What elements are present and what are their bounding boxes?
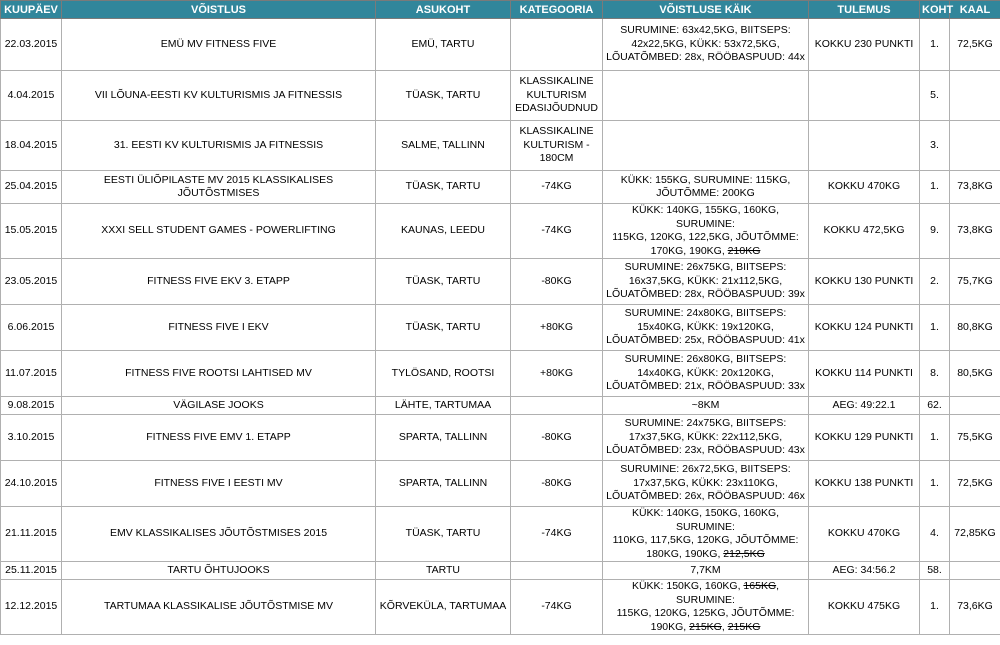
table-row [1,397,1000,415]
cell-location: TÜASK, TARTU [376,71,511,121]
header-result: TULEMUS [809,1,920,19]
cell-place: 9. [920,204,950,259]
cell-location: TARTU [376,562,511,580]
cell-weight [950,71,1000,121]
cell-location: TÜASK, TARTU [376,259,511,305]
progress-text: KÜKK: 140KG, 150KG, 160KG, SURUMINE: [631,507,780,533]
cell-result: KOKKU 124 PUNKTI [809,305,920,351]
table-row [1,580,1000,635]
cell-category: KLASSIKALINE KULTURISM EDASIJÕUDNUD [511,71,603,121]
cell-location: SPARTA, TALLINN [376,415,511,461]
cell-place: 1. [920,19,950,71]
cell-date: 4.04.2015 [1,71,62,121]
cell-location: TÜASK, TARTU [376,507,511,562]
cell-weight: 80,5KG [950,351,1000,397]
table-row [1,71,1000,121]
progress-text: KÜKK: 140KG, 155KG, 160KG, SURUMINE: [631,204,780,230]
progress-text: LÕUATÕMBED: 23x, RÖÖBASPUUD: 43x [606,444,805,457]
cell-date: 12.12.2015 [1,580,62,635]
cell-place: 4. [920,507,950,562]
cell-weight: 75,5KG [950,415,1000,461]
cell-result: KOKKU 129 PUNKTI [809,415,920,461]
cell-event: TARTU ÕHTUJOOKS [62,562,376,580]
cell-category [511,397,603,415]
cell-result: KOKKU 470KG [809,171,920,204]
cell-progress [603,397,809,415]
struck-attempt: 215KG [689,620,722,633]
cell-category: +80KG [511,351,603,397]
cell-date: 23.05.2015 [1,259,62,305]
progress-text: 110KG, 117,5KG, 120KG, JÕUTÕMME: [612,534,799,546]
progress-text: , [721,620,728,633]
progress-text: 17x37,5KG, KÜKK: 23x110KG, [633,476,778,489]
cell-category: -80KG [511,259,603,305]
header-row [1,1,1000,19]
cell-result: AEG: 49:22.1 [809,397,920,415]
cell-date: 25.11.2015 [1,562,62,580]
cell-location: SPARTA, TALLINN [376,461,511,507]
progress-text: LÕUATÕMBED: 21x, RÖÖBASPUUD: 33x [606,380,805,393]
cell-event: VÄGILASE JOOKS [62,397,376,415]
progress-text: , SURUMINE: [676,580,780,606]
cell-progress [603,351,809,397]
progress-text: JÕUTÕMME: 200KG [656,187,755,199]
cell-weight: 75,7KG [950,259,1000,305]
cell-date: 21.11.2015 [1,507,62,562]
table-row [1,259,1000,305]
cell-date: 11.07.2015 [1,351,62,397]
cell-progress [603,171,809,204]
cell-date: 15.05.2015 [1,204,62,259]
cell-category: -80KG [511,461,603,507]
struck-attempt: 212,5KG [723,547,765,560]
cell-location: TYLÖSAND, ROOTSI [376,351,511,397]
cell-progress [603,580,809,635]
cell-place: 58. [920,562,950,580]
cell-category [511,562,603,580]
progress-text: SURUMINE: 24x80KG, BIITSEPS: [624,307,787,320]
cell-event: TARTUMAA KLASSIKALISE JÕUTÕSTMISE MV [62,580,376,635]
cell-weight [950,562,1000,580]
cell-date: 9.08.2015 [1,397,62,415]
cell-date: 3.10.2015 [1,415,62,461]
cell-result: KOKKU 475KG [809,580,920,635]
progress-text: 15x40KG, KÜKK: 19x120KG, [637,320,774,333]
progress-text: 180KG, 190KG, [646,547,724,560]
cell-place: 1. [920,580,950,635]
cell-progress [603,562,809,580]
cell-result: KOKKU 230 PUNKTI [809,19,920,71]
cell-progress [603,461,809,507]
table-row [1,171,1000,204]
cell-result: AEG: 34:56.2 [809,562,920,580]
cell-location: LÄHTE, TARTUMAA [376,397,511,415]
table-row [1,415,1000,461]
cell-place: 8. [920,351,950,397]
header-event: VÕISTLUS [62,1,376,19]
cell-result [809,121,920,171]
cell-progress [603,121,809,171]
cell-event: EMV KLASSIKALISES JÕUTÕSTMISES 2015 [62,507,376,562]
cell-place: 5. [920,71,950,121]
cell-date: 24.10.2015 [1,461,62,507]
cell-result: KOKKU 470KG [809,507,920,562]
cell-category: -74KG [511,171,603,204]
progress-text: 115KG, 120KG, 125KG, JÕUTÕMME: [616,607,795,619]
cell-date: 25.04.2015 [1,171,62,204]
cell-date: 22.03.2015 [1,19,62,71]
progress-text: SURUMINE: 63x42,5KG, BIITSEPS: [620,24,791,37]
cell-result [809,71,920,121]
cell-location: KÕRVEKÜLA, TARTUMAA [376,580,511,635]
header-weight: KAAL [950,1,1000,19]
cell-event: 31. EESTI KV KULTURISMIS JA FITNESSIS [62,121,376,171]
cell-place: 62. [920,397,950,415]
progress-text: 14x40KG, KÜKK: 20x120KG, [637,366,774,379]
cell-location: KAUNAS, LEEDU [376,204,511,259]
progress-text: 190KG, [650,620,690,633]
struck-attempt: 215KG [727,620,761,633]
table-row [1,507,1000,562]
cell-event: XXXI SELL STUDENT GAMES - POWERLIFTING [62,204,376,259]
header-date: KUUPÄEV [1,1,62,19]
table-row [1,305,1000,351]
cell-place: 3. [920,121,950,171]
cell-weight: 73,8KG [950,171,1000,204]
progress-text: 7,7KM [690,563,721,576]
progress-text: 16x37,5KG, KÜKK: 21x112,5KG, [628,274,783,287]
progress-text: 17x37,5KG, KÜKK: 22x112,5KG, [628,430,783,443]
cell-date: 6.06.2015 [1,305,62,351]
table-row [1,461,1000,507]
cell-category: -74KG [511,204,603,259]
struck-attempt: 165KG [743,580,777,592]
cell-progress [603,305,809,351]
cell-progress [603,259,809,305]
progress-text: LÕUATÕMBED: 25x, RÖÖBASPUUD: 41x [606,334,805,347]
cell-weight: 72,85KG [950,507,1000,562]
progress-text: SURUMINE: 26x75KG, BIITSEPS: [624,261,787,274]
cell-weight: 72,5KG [950,19,1000,71]
cell-weight: 73,8KG [950,204,1000,259]
header-place: KOHT [920,1,950,19]
cell-event: FITNESS FIVE EMV 1. ETAPP [62,415,376,461]
cell-location: TÜASK, TARTU [376,171,511,204]
cell-place: 1. [920,415,950,461]
cell-progress [603,415,809,461]
cell-result: KOKKU 138 PUNKTI [809,461,920,507]
table-row [1,121,1000,171]
cell-weight [950,121,1000,171]
cell-weight: 73,6KG [950,580,1000,635]
progress-text: 170KG, 190KG, [650,244,728,257]
cell-place: 1. [920,305,950,351]
progress-text: 42x22,5KG, KÜKK: 53x72,5KG, [631,37,780,50]
cell-event: EMÜ MV FITNESS FIVE [62,19,376,71]
cell-event: VII LÕUNA-EESTI KV KULTURISMIS JA FITNESSIS [62,71,376,121]
progress-text: ~8KM [691,398,720,411]
cell-category [511,19,603,71]
table-row [1,19,1000,71]
cell-date: 18.04.2015 [1,121,62,171]
cell-event: FITNESS FIVE I EKV [62,305,376,351]
cell-result: KOKKU 472,5KG [809,204,920,259]
cell-place: 1. [920,171,950,204]
cell-location: SALME, TALLINN [376,121,511,171]
cell-weight: 80,8KG [950,305,1000,351]
progress-text: SURUMINE: 24x75KG, BIITSEPS: [624,417,787,430]
cell-place: 1. [920,461,950,507]
table-row [1,562,1000,580]
header-location: ASUKOHT [376,1,511,19]
cell-progress [603,71,809,121]
progress-text: KÜKK: 155KG, SURUMINE: 115KG, [620,173,791,186]
cell-weight: 72,5KG [950,461,1000,507]
progress-text: 115KG, 120KG, 122,5KG, JÕUTÕMME: [612,231,799,243]
cell-event: FITNESS FIVE EKV 3. ETAPP [62,259,376,305]
struck-attempt: 210KG [727,244,761,257]
cell-weight [950,397,1000,415]
header-category: KATEGOORIA [511,1,603,19]
cell-category: KLASSIKALINE KULTURISM - 180CM [511,121,603,171]
cell-place: 2. [920,259,950,305]
cell-location: TÜASK, TARTU [376,305,511,351]
progress-text: KÜKK: 150KG, 160KG, [631,580,744,592]
cell-event: FITNESS FIVE ROOTSI LAHTISED MV [62,351,376,397]
cell-location: EMÜ, TARTU [376,19,511,71]
progress-text: LÕUATÕMBED: 28x, RÖÖBASPUUD: 44x [606,51,805,64]
header-progress: VÕISTLUSE KÄIK [603,1,809,19]
progress-text: SURUMINE: 26x72,5KG, BIITSEPS: [620,463,791,476]
cell-category: -74KG [511,580,603,635]
cell-result: KOKKU 114 PUNKTI [809,351,920,397]
progress-text: SURUMINE: 26x80KG, BIITSEPS: [624,353,787,366]
cell-progress [603,204,809,259]
cell-progress [603,19,809,71]
table-row [1,351,1000,397]
cell-event: EESTI ÜLIÕPILASTE MV 2015 KLASSIKALISES JÕUTÕSTMISES [62,171,376,204]
cell-category: -74KG [511,507,603,562]
table-row [1,204,1000,259]
cell-category: -80KG [511,415,603,461]
cell-progress [603,507,809,562]
cell-event: FITNESS FIVE I EESTI MV [62,461,376,507]
cell-category: +80KG [511,305,603,351]
progress-text: LÕUATÕMBED: 26x, RÖÖBASPUUD: 46x [606,490,805,503]
cell-result: KOKKU 130 PUNKTI [809,259,920,305]
progress-text: LÕUATÕMBED: 28x, RÖÖBASPUUD: 39x [606,288,805,301]
